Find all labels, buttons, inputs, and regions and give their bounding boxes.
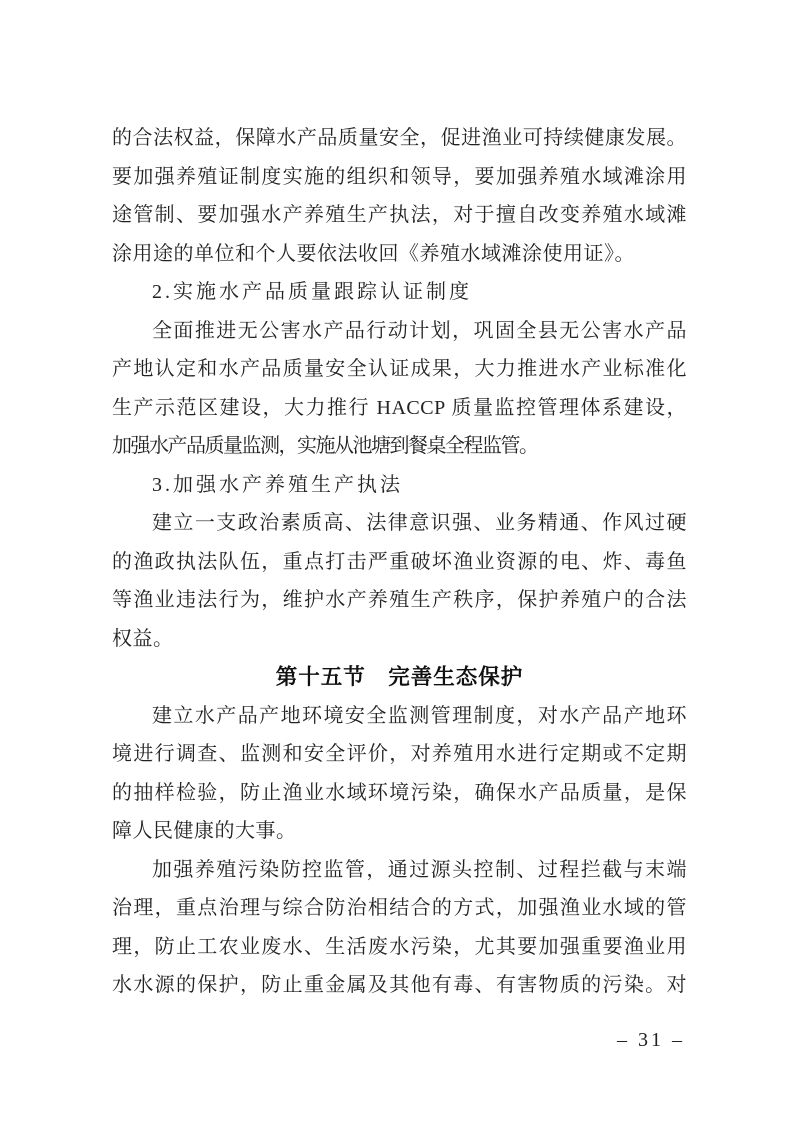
text-line: 理，防止工农业废水、生活废水污染，尤其要加强重要渔业用 bbox=[112, 935, 687, 958]
text-line: 障人民健康的大事。 bbox=[112, 820, 297, 842]
text-line: 加强水产品质量监测，实施从池塘到餐桌全程监管。 bbox=[112, 435, 538, 457]
numbered-subhead: 3.加强水产养殖生产执法 bbox=[152, 473, 403, 496]
text-line: 权益。 bbox=[112, 627, 174, 650]
text-line: 的合法权益，保障水产品质量安全，促进渔业可持续健康发展。 bbox=[112, 127, 687, 149]
text-line: 的抽样检验，防止渔业水域环境污染，确保水产品质量，是保 bbox=[112, 781, 687, 804]
text-line: 水水源的保护，防止重金属及其他有毒、有害物质的污染。对 bbox=[112, 974, 687, 996]
text-line: 的渔政执法队伍，重点打击严重破坏渔业资源的电、炸、毒鱼 bbox=[112, 550, 687, 573]
text-line: 等渔业违法行为，维护水产养殖生产秩序，保护养殖户的合法 bbox=[112, 589, 687, 611]
text-line: 全面推进无公害水产品行动计划，巩固全县无公害水产品 bbox=[152, 319, 687, 342]
text-line: 治理，重点治理与综合防治相结合的方式，加强渔业水域的管 bbox=[112, 897, 687, 919]
text-line: 建立一支政治素质高、法律意识强、业务精通、作风过硬 bbox=[152, 512, 687, 534]
document-body bbox=[112, 119, 687, 1005]
text-line: 建立水产品产地环境安全监测管理制度，对水产品产地环 bbox=[152, 704, 687, 727]
page-number: – 31 – bbox=[617, 1029, 685, 1051]
text-line: 途管制、要加强水产养殖生产执法，对于擅自改变养殖水域滩 bbox=[112, 204, 687, 226]
text-line: 要加强养殖证制度实施的组织和领导，要加强养殖水域滩涂用 bbox=[112, 165, 687, 188]
text-line: 产地认定和水产品质量安全认证成果，大力推进水产业标准化 bbox=[112, 358, 687, 380]
numbered-subhead: 2.实施水产品质量跟踪认证制度 bbox=[152, 281, 472, 303]
section-heading: 第十五节 完善生态保护 bbox=[275, 665, 524, 689]
text-line: 生产示范区建设，大力推行 HACCP 质量监控管理体系建设， bbox=[112, 396, 687, 419]
text-line: 境进行调查、监测和安全评价，对养殖用水进行定期或不定期 bbox=[112, 743, 687, 765]
text-line: 加强养殖污染防控监管，通过源头控制、过程拦截与末端 bbox=[152, 858, 687, 881]
text-line: 涂用途的单位和个人要依法收回《养殖水域滩涂使用证》。 bbox=[112, 242, 635, 265]
